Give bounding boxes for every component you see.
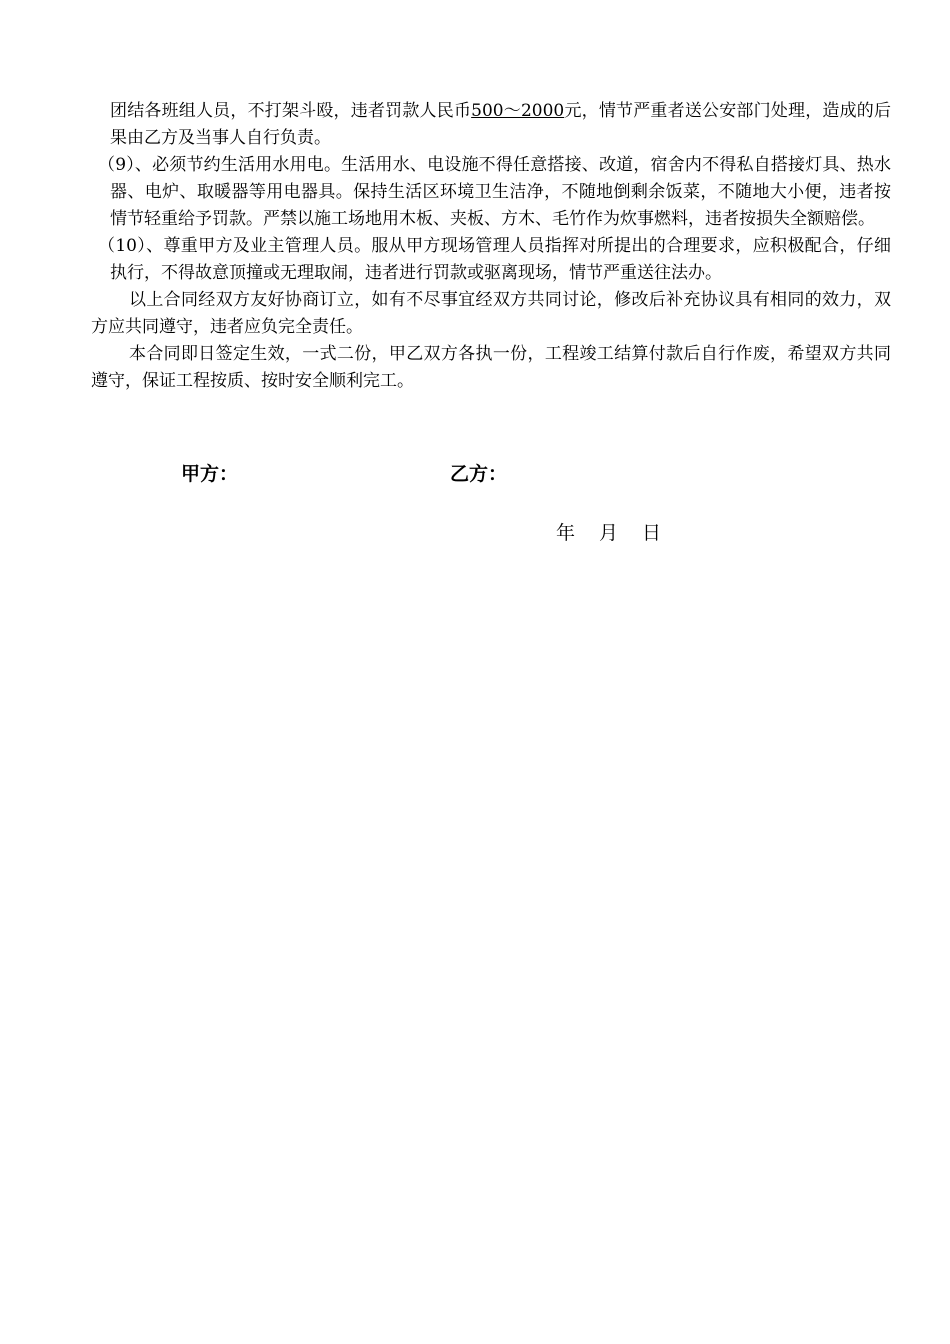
party-b-label: 乙方： <box>450 463 508 485</box>
date-day-label: 日 <box>642 522 662 544</box>
date-year-label: 年 <box>556 522 576 544</box>
date-month-label: 月 <box>599 522 619 544</box>
continued-clause-text-before: 团结各班组人员，不打架斗殴，违者罚款人民币 <box>110 101 472 121</box>
continued-clause <box>91 98 891 152</box>
closing-paragraph-2: 本合同即日签定生效，一式二份，甲乙双方各执一份，工程竣工结算付款后自行作废，希望双方共同遵守，保证工程按质、按时安全顺利完工。 <box>91 344 891 391</box>
signature-date <box>556 521 661 545</box>
contract-body <box>91 98 891 395</box>
continued-clause-text-after: 元，情节严重者送公安部门处理，造成的后果由乙方及当事人自行负责。 <box>110 101 891 148</box>
clause-9: （9）、必须节约生活用水用电。生活用水、电设施不得任意搭接、改道，宿舍内不得私自搭接灯具、热水器、电炉、取暖器等用电器具。保持生活区环境卫生洁净，不随地倒剩余饭菜，不随地大小便，违者按情节轻重给予罚款。严禁以施工场地用木板、夹板、方木、毛竹作为炊事燃料，违者按损失全额赔偿。 <box>98 155 891 229</box>
clause-10: （10）、尊重甲方及业主管理人员。服从甲方现场管理人员指挥对所提出的合理要求，应积极配合，仔细执行，不得故意顶撞或无理取闹，违者进行罚款或驱离现场，情节严重送往法办。 <box>98 236 891 283</box>
closing-paragraph-1: 以上合同经双方友好协商订立，如有不尽事宜经双方共同讨论，修改后补充协议具有相同的效力，双方应共同遵守，违者应负完全责任。 <box>91 290 891 337</box>
fine-amount: 500～2000 <box>471 101 565 121</box>
party-a-label: 甲方： <box>181 463 239 485</box>
